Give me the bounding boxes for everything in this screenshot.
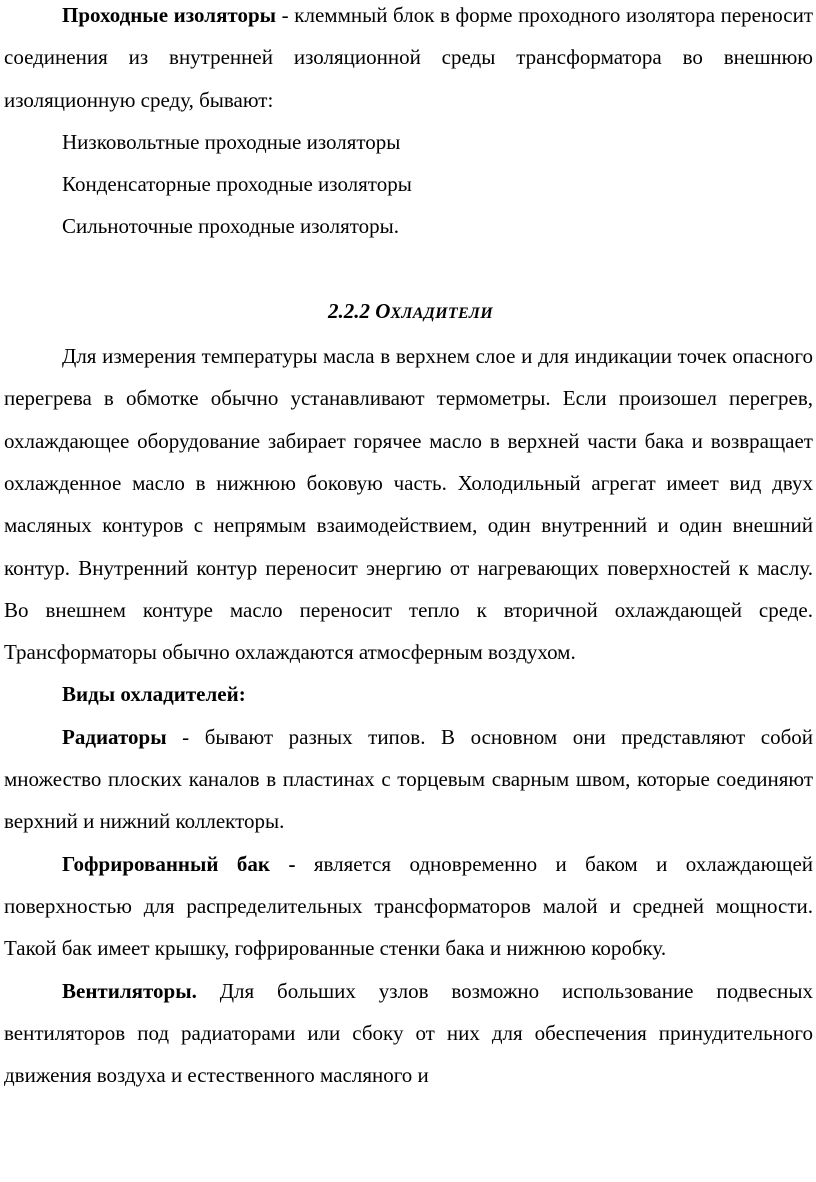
coolers-paragraph: Для измерения температуры масла в верхнем слое и для индикации точек опасного перегрева в обмотке обычно устанавливают термометры. Если произошел перегрев, охлаждающее оборудование забирает горячее масло в верхней части бака и возвращает охлажденное масло в нижнюю боковую часть. Холодильный агрегат имеет вид двух масляных контуров с непрямым взаимодействием, один внутренний и один внешний контур. Внутренний контур переносит энергию от нагревающих поверхностей к маслу. Во внешнем контуре масло переносит тепло к вторичной охлаждающей среде. Трансформаторы обычно охлаждаются атмосферным воздухом. [4, 344, 813, 665]
bushing-type-low-voltage: Низковольтные проходные изоляторы [62, 129, 401, 154]
corrugated-tank-definition: является одновременно и баком и охлаждающей поверхностью для распределительных трансформаторов малой и средней мощности. Такой бак имеет крышку, гофрированные стенки бака и нижнюю коробку. [4, 851, 814, 961]
radiators-paragraph [4, 716, 813, 843]
cooler-types-heading [4, 673, 813, 715]
intro-paragraph [4, 0, 813, 121]
fans-paragraph [4, 970, 813, 1097]
corrugated-tank-paragraph [4, 843, 813, 970]
section-heading [4, 290, 813, 335]
bushings-term: Проходные изоляторы [62, 3, 277, 27]
cooler-types-heading-text: Виды охладителей: [62, 682, 246, 707]
corrugated-tank-term: Гофрированный бак - [62, 851, 296, 876]
radiators-term: Радиаторы [62, 724, 167, 749]
radiators-definition: - бывают разных типов. В основном они представляют собой множество плоских каналов в пластинах с торцевым сварным швом, которые соединяют верхний и нижний коллекторы. [4, 724, 813, 834]
section-title-rest: ХЛАДИТЕЛИ [390, 304, 493, 322]
fans-term: Вентиляторы. [62, 978, 197, 1003]
section-title-initial: О [375, 298, 391, 323]
bushing-type-capacitor: Конденсаторные проходные изоляторы [62, 172, 412, 197]
bushings-definition: - клеммный блок в форме проходного изолятора переносит соединения из внутренней изоляционной среды трансформатора во внешнюю изоляционную среду, бывают: [4, 3, 814, 112]
section-number: 2.2.2 [328, 298, 376, 323]
fans-definition: Для больших узлов возможно использование подвесных вентиляторов под радиаторами или сбоку от них для обеспечения принудительного движения воздуха и естественного масляного и [4, 978, 813, 1088]
bushing-type-high-current: Сильноточные проходные изоляторы. [62, 214, 400, 239]
